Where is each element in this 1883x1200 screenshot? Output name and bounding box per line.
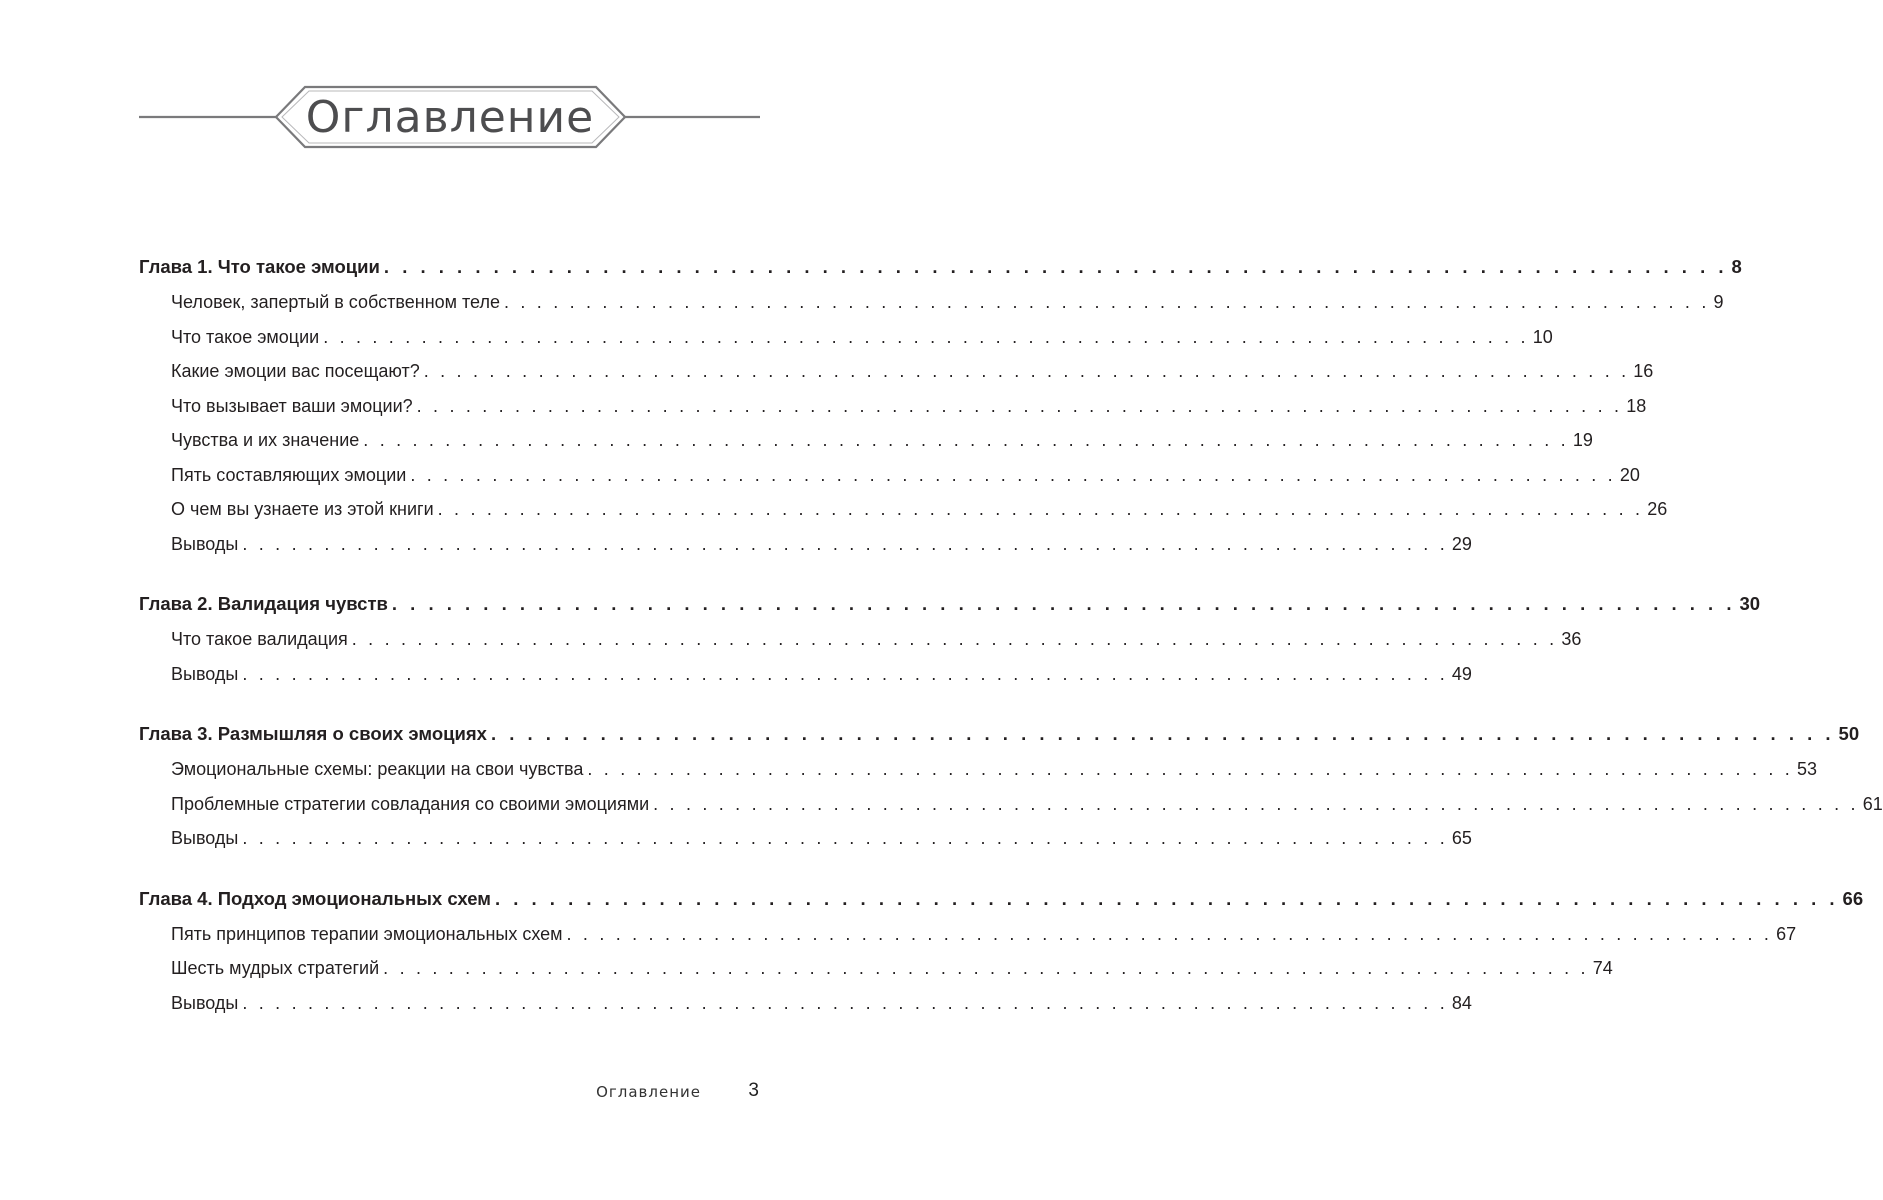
title-banner [0, 0, 900, 200]
section-entry-title: О чем вы узнаете из этой книги [171, 499, 434, 519]
dot-leader: . . . . . . . . . . . . . . . . . . . . . . . . . . . . . . . . . . . . . . . . . . . . . . . . . . . . . . . . . . . . . . . . . . . . . . . . . . [437, 499, 1644, 519]
dot-leader: . . . . . . . . . . . . . . . . . . . . . . . . . . . . . . . . . . . . . . . . . . . . . . . . . . . . . . . . . . . . . . . . . . . . . . . . . . [490, 723, 1835, 744]
section-entry-title: Выводы [171, 992, 239, 1013]
dot-leader: . . . . . . . . . . . . . . . . . . . . . . . . . . . . . . . . . . . . . . . . . . . . . . . . . . . . . . . . . . . . . . . . . . . . . . . . . . [566, 923, 1773, 944]
section-entry[interactable] [139, 354, 1654, 389]
section-entry-title: Что такое валидация [171, 629, 348, 649]
dot-leader: . . . . . . . . . . . . . . . . . . . . . . . . . . . . . . . . . . . . . . . . . . . . . . . . . . . . . . . . . . . . . . . . . . . . . . . . . . [351, 629, 1558, 649]
section-entry-page: 26 [1647, 499, 1668, 519]
section-entry[interactable] [139, 423, 1593, 458]
section-entry[interactable] [139, 320, 1553, 355]
section-entry[interactable] [139, 917, 1797, 952]
section-entry-title: Шесть мудрых стратегий [171, 958, 380, 978]
section-entry-title: Выводы [171, 663, 239, 684]
section-entry-page: 29 [1451, 533, 1472, 554]
section-entry-title: Эмоциональные схемы: реакции на свои чувства [171, 759, 584, 779]
section-entry[interactable] [139, 752, 1817, 787]
chapter-entry-page: 8 [1731, 256, 1742, 277]
section-entry[interactable] [139, 821, 1472, 856]
dot-leader: . . . . . . . . . . . . . . . . . . . . . . . . . . . . . . . . . . . . . . . . . . . . . . . . . . . . . . . . . . . . . . . . . . . . . . . . . . [494, 887, 1839, 909]
chapter-entry-title: Глава 2. Валидация чувств [139, 593, 388, 614]
section-entry[interactable] [139, 492, 1668, 527]
section-entry-title: Чувства и их значение [171, 430, 360, 450]
chapter-entry-title: Глава 3. Размышляя о своих эмоциях [139, 723, 487, 744]
dot-leader: . . . . . . . . . . . . . . . . . . . . . . . . . . . . . . . . . . . . . . . . . . . . . . . . . . . . . . . . . . . . . . . . . . . . . . . . . . [242, 828, 1448, 848]
dot-leader: . . . . . . . . . . . . . . . . . . . . . . . . . . . . . . . . . . . . . . . . . . . . . . . . . . . . . . . . . . . . . . . . . . . . . . . . . . [383, 256, 1728, 277]
dot-leader: . . . . . . . . . . . . . . . . . . . . . . . . . . . . . . . . . . . . . . . . . . . . . . . . . . . . . . . . . . . . . . . . . . . . . . . . . . [363, 430, 1569, 450]
chapter-entry[interactable] [139, 717, 1860, 752]
section-entry-page: 36 [1561, 629, 1582, 649]
dot-leader: . . . . . . . . . . . . . . . . . . . . . . . . . . . . . . . . . . . . . . . . . . . . . . . . . . . . . . . . . . . . . . . . . . . . . . . . . . [587, 759, 1793, 779]
chapter-entry-page: 66 [1842, 887, 1864, 909]
dot-leader: . . . . . . . . . . . . . . . . . . . . . . . . . . . . . . . . . . . . . . . . . . . . . . . . . . . . . . . . . . . . . . . . . . . . . . . . . . [242, 992, 1448, 1013]
section-entry[interactable] [139, 986, 1472, 1021]
dot-leader: . . . . . . . . . . . . . . . . . . . . . . . . . . . . . . . . . . . . . . . . . . . . . . . . . . . . . . . . . . . . . . . . . . . . . . . . . . [416, 395, 1623, 416]
chapter-entry-title: Глава 4. Подход эмоциональных схем [139, 887, 491, 909]
chapter-block [139, 250, 1742, 561]
section-entry-title: Выводы [171, 533, 239, 554]
chapter-entry[interactable] [139, 250, 1742, 285]
section-entry-title: Что вызывает ваши эмоции? [171, 395, 413, 416]
section-entry[interactable] [139, 951, 1613, 986]
section-entry-page: 65 [1451, 828, 1472, 848]
section-entry[interactable] [139, 657, 1472, 692]
page-number: 3 [748, 1080, 759, 1101]
chapter-entry-page: 50 [1838, 723, 1860, 744]
section-entry-page: 20 [1619, 464, 1640, 485]
dot-leader: . . . . . . . . . . . . . . . . . . . . . . . . . . . . . . . . . . . . . . . . . . . . . . . . . . . . . . . . . . . . . . . . . . . . . . . . . . [653, 793, 1859, 814]
dot-leader: . . . . . . . . . . . . . . . . . . . . . . . . . . . . . . . . . . . . . . . . . . . . . . . . . . . . . . . . . . . . . . . . . . . . . . . . . . [410, 464, 1616, 485]
section-entry[interactable] [139, 622, 1582, 657]
section-entry-page: 84 [1451, 992, 1472, 1013]
section-entry[interactable] [139, 458, 1640, 493]
dot-leader: . . . . . . . . . . . . . . . . . . . . . . . . . . . . . . . . . . . . . . . . . . . . . . . . . . . . . . . . . . . . . . . . . . . . . . . . . . [423, 361, 1630, 381]
section-entry-page: 53 [1796, 759, 1817, 779]
dot-leader: . . . . . . . . . . . . . . . . . . . . . . . . . . . . . . . . . . . . . . . . . . . . . . . . . . . . . . . . . . . . . . . . . . . . . . . . . . [391, 593, 1736, 614]
section-entry-page: 61 [1862, 793, 1883, 814]
section-entry-title: Человек, запертый в собственном теле [171, 292, 500, 312]
dot-leader: . . . . . . . . . . . . . . . . . . . . . . . . . . . . . . . . . . . . . . . . . . . . . . . . . . . . . . . . . . . . . . . . . . . . . . . . . . [383, 958, 1589, 978]
dot-leader: . . . . . . . . . . . . . . . . . . . . . . . . . . . . . . . . . . . . . . . . . . . . . . . . . . . . . . . . . . . . . . . . . . . . . . . . . . [242, 663, 1448, 684]
section-entry-page: 16 [1633, 361, 1654, 381]
dot-leader: . . . . . . . . . . . . . . . . . . . . . . . . . . . . . . . . . . . . . . . . . . . . . . . . . . . . . . . . . . . . . . . . . . . . . . . . . . [242, 533, 1448, 554]
table-of-contents [139, 250, 1883, 1046]
section-entry-title: Выводы [171, 828, 239, 848]
section-entry-page: 18 [1626, 395, 1647, 416]
chapter-block [139, 882, 1864, 1021]
section-entry-page: 19 [1572, 430, 1593, 450]
section-entry-title: Что такое эмоции [171, 326, 320, 347]
section-entry-page: 9 [1713, 292, 1724, 312]
chapter-entry-page: 30 [1739, 593, 1761, 614]
chapter-block [139, 587, 1761, 691]
chapter-entry[interactable] [139, 882, 1864, 917]
section-entry[interactable] [139, 389, 1647, 424]
dot-leader: . . . . . . . . . . . . . . . . . . . . . . . . . . . . . . . . . . . . . . . . . . . . . . . . . . . . . . . . . . . . . . . . . . . . . . . . . . [323, 326, 1529, 347]
page-title: Оглавление [305, 92, 595, 143]
chapter-entry[interactable] [139, 587, 1761, 622]
running-head: Оглавление [596, 1083, 701, 1101]
dot-leader: . . . . . . . . . . . . . . . . . . . . . . . . . . . . . . . . . . . . . . . . . . . . . . . . . . . . . . . . . . . . . . . . . . . . . . . . . . [503, 292, 1710, 312]
section-entry-title: Проблемные стратегии совладания со своими эмоциями [171, 793, 650, 814]
section-entry[interactable] [139, 527, 1472, 562]
chapter-block [139, 717, 1883, 856]
chapter-entry-title: Глава 1. Что такое эмоции [139, 256, 380, 277]
section-entry[interactable] [139, 285, 1724, 320]
section-entry-page: 49 [1451, 663, 1472, 684]
section-entry-page: 74 [1592, 958, 1613, 978]
section-entry-title: Какие эмоции вас посещают? [171, 361, 420, 381]
section-entry-title: Пять принципов терапии эмоциональных схем [171, 923, 563, 944]
section-entry[interactable] [139, 787, 1883, 822]
section-entry-page: 10 [1532, 326, 1553, 347]
section-entry-page: 67 [1776, 923, 1797, 944]
section-entry-title: Пять составляющих эмоции [171, 464, 407, 485]
